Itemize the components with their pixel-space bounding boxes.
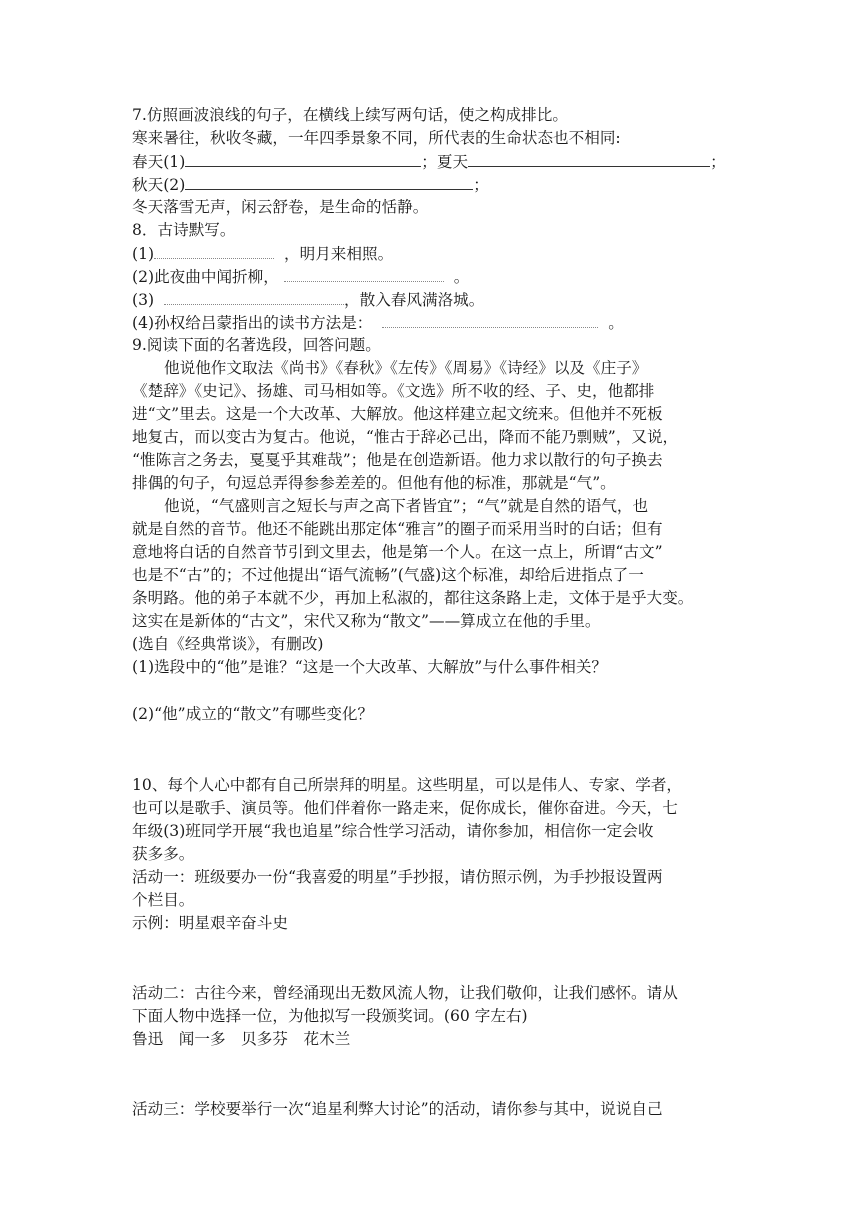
q9-passage-line: 地复古，而以变古为复古。他说，“惟古于辞必己出，降而不能乃剽贼”，又说， — [132, 428, 679, 446]
q8-item-4-text: (4)孙权给吕蒙指出的读书方法是： — [132, 314, 373, 332]
q9-passage-line: 他说他作文取法《尚书》《春秋》《左传》《周易》《诗经》以及《庄子》 — [164, 359, 648, 377]
q8-blank-1[interactable] — [154, 242, 274, 259]
q8-blank-3[interactable] — [164, 288, 344, 305]
q8-item-3 — [132, 288, 484, 311]
q9-passage-line: 排偶的句子，句逗总弄得参参差差的。但他有他的标准，那就是“气”。 — [132, 474, 616, 492]
q7-intro: 寒来暑往，秋收冬藏，一年四季景象不同，所代表的生命状态也不相同: — [132, 129, 621, 147]
q10-intro-line: 年级(3)班同学开展“我也追星”综合性学习活动，请你参加，相信你一定会收 — [132, 822, 654, 840]
q7-winter: 冬天落雪无声，闲云舒卷，是生命的恬静。 — [132, 198, 429, 216]
q10-activity-2: 活动二：古往今来，曾经涌现出无数风流人物，让我们敬仰，让我们感怀。请从 — [132, 984, 678, 1002]
q8-item-3-text: ，散入春风满洛城。 — [344, 291, 485, 309]
q10-intro-line: 获多多。 — [132, 845, 195, 863]
q7-autumn-line — [132, 173, 489, 196]
q10-intro-line: 10、每个人心中都有自己所崇拜的明星。这些明星，可以是伟人、专家、学者， — [132, 776, 683, 794]
q9-passage-line: “惟陈言之务去，戛戛乎其难哉”；他是在创造新语。他力求以散行的句子换去 — [132, 451, 663, 469]
q10-activity-1: 个栏目。 — [132, 891, 195, 909]
q8-item-2-end: 。 — [453, 268, 470, 286]
q7-spring-label: 春天(1) — [132, 153, 186, 171]
q9-passage-line: 《楚辞》《史记》、扬雄、司马相如等。《文选》所不收的经、子、史，他都排 — [132, 382, 655, 400]
q7-spring-line — [132, 150, 726, 173]
q8-item-3-num: (3) — [132, 291, 155, 309]
q10-activity-2: 下面人物中选择一位，为他拟写一段颁奖词。(60 字左右) — [132, 1007, 528, 1025]
q9-source: (选自《经典常谈》，有删改) — [132, 635, 324, 653]
q9-passage-line: 条明路。他的弟子本就不少，再加上私淑的，都往这条路上走，文体于是乎大变。 — [132, 589, 694, 607]
q7-answer-blank-2[interactable] — [185, 173, 473, 190]
q7-answer-blank-summer[interactable] — [468, 150, 710, 167]
q7-spring-end: ； — [710, 153, 726, 171]
q8-item-1-text: ，明月来相照。 — [284, 245, 394, 263]
q8-item-1 — [132, 242, 393, 265]
q7-summer-label: ；夏天 — [421, 153, 469, 171]
q9-passage-line: 就是自然的音节。他还不能跳出那定体“雅言”的圈子而采用当时的白话；但有 — [132, 520, 663, 538]
q9-passage-line: 意地将白话的自然音节引到文里去，他是第一个人。在这一点上，所谓“古文” — [132, 543, 663, 561]
q8-item-2 — [132, 265, 469, 288]
q8-blank-4[interactable] — [382, 311, 598, 328]
q10-example: 示例：明星艰辛奋斗史 — [132, 914, 288, 932]
q10-people-list: 鲁迅 闻一多 贝多芬 花木兰 — [132, 1030, 351, 1048]
q8-item-4-end: 。 — [608, 314, 624, 332]
q10-activity-1: 活动一：班级要办一份“我喜爱的明星”手抄报，请仿照示例，为手抄报设置两 — [132, 868, 663, 886]
q9-subquestion-2: (2)“他”成立的“散文”有哪些变化？ — [132, 705, 374, 723]
q9-subquestion-1: (1)选段中的“他”是谁？“这是一个大改革、大解放”与什么事件相关？ — [132, 658, 608, 676]
q8-item-2-text: (2)此夜曲中闻折柳， — [132, 268, 279, 286]
q9-passage-line: 这实在是新体的“古文”，宋代又称为“散文”——算成立在他的手里。 — [132, 612, 601, 630]
q9-passage-line: 他说，“气盛则言之短长与声之高下者皆宜”；“气”就是自然的语气，也 — [164, 497, 649, 515]
q7-autumn-label: 秋天(2) — [132, 176, 186, 194]
q7-answer-blank-1[interactable] — [185, 150, 421, 167]
q8-blank-2[interactable] — [284, 265, 444, 282]
q8-item-4 — [132, 311, 624, 334]
q8-item-1-num: (1) — [132, 245, 155, 263]
q7-title: 7.仿照画波浪线的句子，在横线上续写两句话，使之构成排比。 — [132, 106, 568, 124]
q9-title: 9.阅读下面的名著选段，回答问题。 — [132, 336, 381, 354]
q7-autumn-end: ； — [473, 176, 489, 194]
q10-activity-3: 活动三：学校要举行一次“追星利弊大讨论”的活动，请你参与其中，说说自己 — [132, 1100, 663, 1118]
q9-passage-line: 进“文”里去。这是一个大改革、大解放。他这样建立起文统来。但他并不死板 — [132, 405, 663, 423]
q9-passage-line: 也是不“古”的；不过他提出“语气流畅”(气盛)这个标准，却给后进指点了一 — [132, 566, 644, 584]
q8-title: 8．古诗默写。 — [132, 221, 236, 239]
q10-intro-line: 也可以是歌手、演员等。他们伴着你一路走来，促你成长，催你奋进。今天，七 — [132, 799, 678, 817]
